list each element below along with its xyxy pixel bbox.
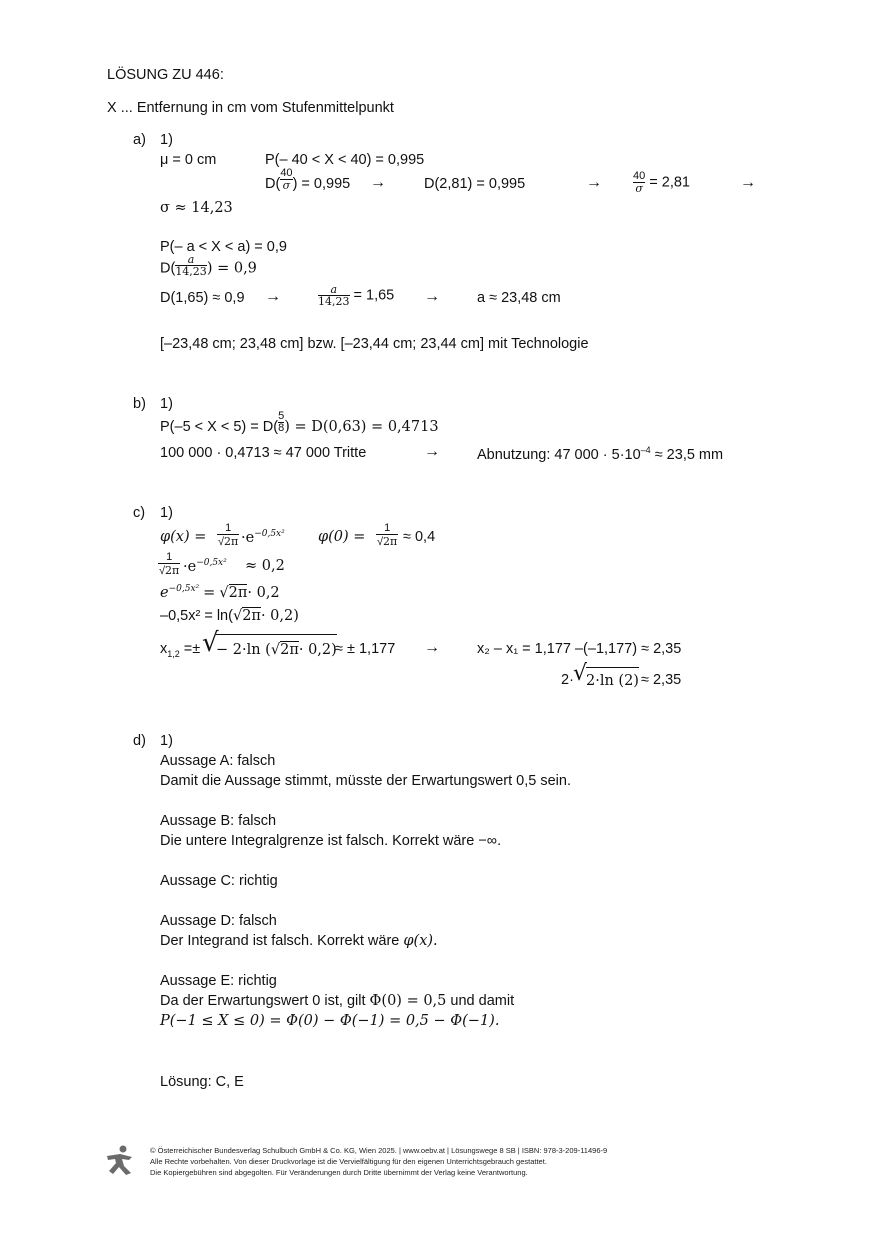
d-equation-3: D( $\frac{a}{14,23}$ ) = 0,9 [160, 253, 257, 278]
line3-equation: $e^{-0,5x^2} = √2\pi\cdot 0,2$ [160, 584, 280, 601]
statement-e-text: Da der Erwartungswert 0 ist, gilt Φ(0) = 0,5 und damit [160, 993, 515, 1009]
statement-e-equation: P(−1 ≤ X ≤ 0) = Φ(0) − Φ(−1) = 0,5 − Φ(−1). [160, 1013, 500, 1029]
tritte-calc: 100 000 · 0,4713 ≈ 47 000 Tritte [160, 445, 367, 461]
probability-2: P(– a < X < a) = 0,9 [160, 239, 287, 255]
part-d-label: d) [133, 733, 146, 749]
fraction-equation-a: $\frac{a}{14,23}$ = 1,65 [318, 283, 395, 308]
phi-zero-fraction: $\frac{1}{√2\pi}$ [377, 522, 398, 548]
statement-b-text: Die untere Integralgrenze ist falsch. Korrekt wäre −∞. [160, 833, 502, 849]
phi-definition: φ(x) = [160, 529, 207, 545]
phi-zero: φ(0) = [318, 529, 366, 545]
part-b-number: 1) [160, 396, 173, 412]
footer-rights: Alle Rechte vorbehalten. Von dieser Druckvorlage ist die Vervielfältigung für den eigenen Unterrichtsgebrauch gestattet. [150, 1157, 547, 1166]
probability-1: P(– 40 < X < 40) = 0,995 [265, 152, 425, 168]
line2-fraction: $\frac{1}{√2\pi}$ [159, 551, 180, 577]
statement-a-text: Damit die Aussage stimmt, müsste der Erwartungswert 0,5 sein. [160, 773, 571, 789]
solution-text: Lösung: C, E [160, 1074, 244, 1090]
statement-d-head: Aussage D: falsch [160, 913, 277, 929]
alt-radicand: 2·ln (2) [586, 667, 639, 689]
a-result: a ≈ 23,48 cm [477, 290, 561, 306]
statement-d-text: Der Integrand ist falsch. Korrekt wäre φ(x). [160, 933, 438, 949]
d-equation-2: D(2,81) = 0,995 [424, 176, 526, 192]
part-c-number: 1) [160, 505, 173, 521]
line2-value: ≈ 0,2 [245, 558, 285, 574]
part-c-label: c) [133, 505, 146, 521]
x12-equation: $x_{1,2}$ =± [160, 641, 201, 659]
phi-fraction: $\frac{1}{√2\pi}$ [218, 522, 239, 548]
sqrt-sign-icon: √ [202, 628, 219, 658]
publisher-logo-icon [104, 1144, 136, 1176]
d-equation-1: D( $\frac{40}{\sigma}$ ) = 0,995 [265, 166, 351, 192]
sigma-result: σ ≈ 14,23 [160, 200, 233, 216]
statement-b-head: Aussage B: falsch [160, 813, 277, 829]
part-a-label: a) [133, 132, 146, 148]
statement-c-head: Aussage C: richtig [160, 873, 278, 889]
part-d-number: 1) [160, 733, 173, 749]
arrow-icon: → [740, 174, 756, 191]
fraction-equation-sigma: $\frac{40}{\sigma}$ = 2,81 [633, 170, 690, 195]
arrow-icon: → [370, 174, 386, 191]
arrow-icon: → [424, 639, 440, 656]
statement-a-head: Aussage A: falsch [160, 753, 276, 769]
difference-result: x₂ – x₁ = 1,177 –(–1,177) ≈ 2,35 [477, 641, 682, 657]
alt-pre: 2· [561, 672, 574, 688]
arrow-icon: → [424, 288, 440, 305]
exp-term: $\cdot e^{-0,5x^2}$ [241, 529, 285, 546]
statement-e-head: Aussage E: richtig [160, 973, 277, 989]
arrow-icon: → [424, 443, 440, 460]
footer-disclaimer: Die Kopiergebühren sind abgegolten. Für Veränderungen durch Dritte übernimmt der Verlag keine Verantwortung. [150, 1168, 528, 1177]
part-b-label: b) [133, 396, 146, 412]
d-equation-4: D(1,65) ≈ 0,9 [160, 290, 245, 306]
arrow-icon: → [586, 174, 602, 191]
part-a-number: 1) [160, 132, 173, 148]
x12-radicand: − 2·ln (√2π· 0,2) [216, 634, 337, 658]
interval-result: [–23,48 cm; 23,48 cm] bzw. [–23,44 cm; 23,44 cm] mit Technologie [160, 336, 589, 352]
page-title: LÖSUNG ZU 446: [107, 67, 224, 83]
sqrt-sign-icon: √ [573, 661, 588, 686]
line4-equation: –0,5x² = ln(√2π· 0,2) [160, 608, 299, 624]
alt-value: ≈ 2,35 [641, 672, 682, 688]
footer-copyright: © Österreichischer Bundesverlag Schulbuch GmbH & Co. KG, Wien 2025. | www.oebv.at | Lösungswege 8 SB | ISBN: 978-3-209-11496-9 [150, 1146, 608, 1155]
mu-value: μ = 0 cm [160, 152, 217, 168]
intro-text: X ... Entfernung in cm vom Stufenmittelpunkt [107, 100, 394, 116]
probability-b: P(–5 < X < 5) = D( $\frac{5}{8}$ ) = D(0,63) = 0,4713 [160, 409, 439, 435]
wear-result: Abnutzung: 47 $000 \cdot 5\cdot 10^{-4} \approx 23,5$ mm [477, 445, 724, 463]
phi-zero-value: ≈ 0,4 [403, 529, 436, 545]
arrow-icon: → [265, 288, 281, 305]
x12-value: ≈ ± 1,177 [335, 641, 396, 657]
line2-exp: $\cdot e^{-0,5x^2}$ [183, 558, 227, 575]
